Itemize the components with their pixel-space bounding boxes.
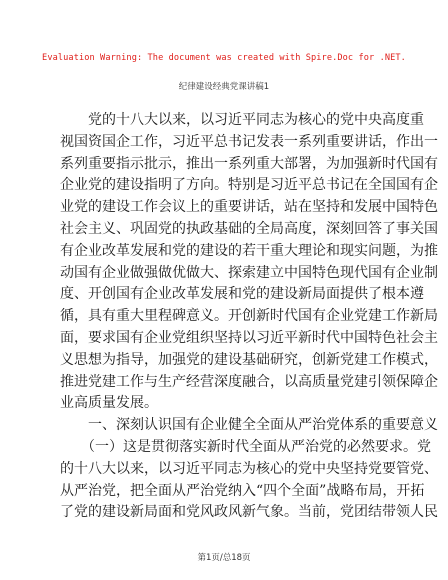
body-line: 循，具有重大里程碑意义。开创新时代国有企业党建工作新局 xyxy=(60,308,438,325)
body-line: 业党的建设工作会议上的重要讲话，站在坚持和发展中国特色 xyxy=(60,199,438,216)
body-line: 业高质量发展。 xyxy=(60,395,158,412)
body-line: 有企业改革发展和党的建设的若干重大理论和现实问题，为推 xyxy=(60,242,438,259)
body-line: 动国有企业做强做优做大、探索建立中国特色现代国有企业制 xyxy=(60,264,438,281)
page-footer-number: 第1页/总18页 xyxy=(197,553,251,563)
body-line: 企业党的建设指明了方向。特别是习近平总书记在全国国有企 xyxy=(60,177,438,194)
body-line: 视国资国企工作，习近平总书记发表一系列重要讲话，作出一 xyxy=(60,133,438,150)
body-line: 推进党建工作与生产经营深度融合，以高质量党建引领保障企 xyxy=(60,373,438,390)
section-heading: 一、深刻认识国有企业健全全面从严治党体系的重要意义 xyxy=(60,417,438,434)
body-line: 面，要求国有企业党组织坚持以习近平新时代中国特色社会主 xyxy=(60,329,438,346)
body-line: 党的十八大以来，以习近平同志为核心的党中央高度重 xyxy=(60,112,424,128)
evaluation-warning: Evaluation Warning: The document was created with Spire.Doc for .NET. xyxy=(42,53,406,63)
body-line: 从严治党，把全面从严治党纳入“四个全面”战略布局，开拓 xyxy=(60,482,425,499)
document-body xyxy=(60,110,438,524)
body-line: 义思想为指导，加强党的建设基础研究，创新党建工作模式， xyxy=(60,351,438,368)
body-line: 系列重要指示批示，推出一系列重大部署，为加强新时代国有 xyxy=(60,155,438,172)
body-line: 了党的建设新局面和党风政风新气象。当前，党团结带领人民 xyxy=(60,504,438,521)
page-header-title: 纪律建设经典党课讲稿1 xyxy=(178,82,270,92)
body-line: 的十八大以来，以习近平同志为核心的党中央坚持党要管党、 xyxy=(60,460,438,477)
body-line: （一）这是贯彻落实新时代全面从严治党的必然要求。党 xyxy=(60,438,431,455)
body-line: 度、开创国有企业改革发展和党的建设新局面提供了根本遵 xyxy=(60,286,424,303)
body-line: 社会主义、巩固党的执政基础的全局高度，深刻回答了事关国 xyxy=(60,220,438,237)
